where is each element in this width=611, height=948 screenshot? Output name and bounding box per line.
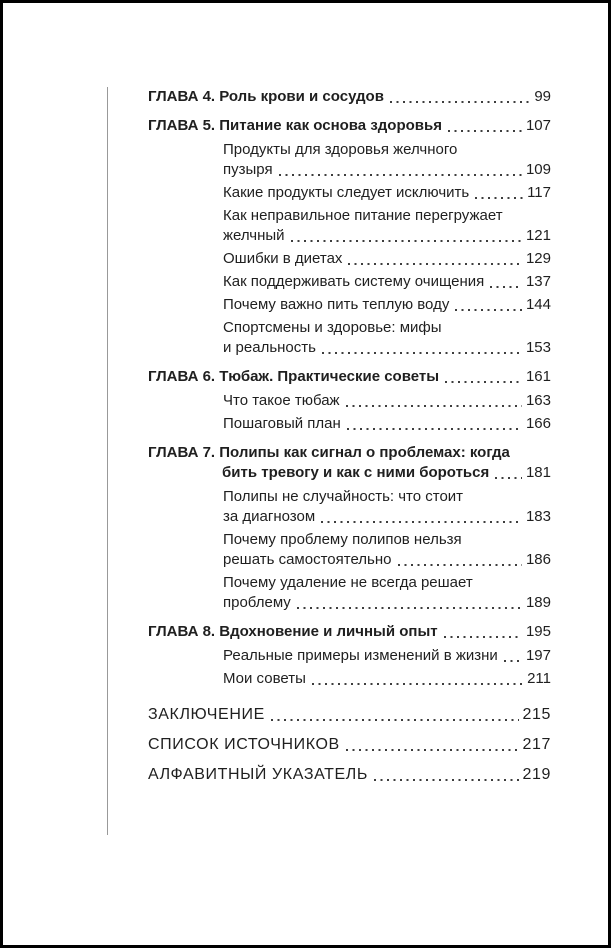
toc-entry-section xyxy=(148,573,551,613)
entry-page-number: 197 xyxy=(525,647,551,664)
toc-entry-section xyxy=(148,249,551,269)
entry-title: и реальность xyxy=(223,339,316,356)
toc-entry-section xyxy=(148,669,551,689)
dot-leader xyxy=(279,174,522,176)
entry-page-number: 121 xyxy=(525,227,551,244)
entry-title: Пошаговый план xyxy=(223,415,341,432)
entry-page-number: 107 xyxy=(525,117,551,134)
dot-leader xyxy=(348,263,522,265)
toc-entry-chapter xyxy=(148,116,551,136)
entry-title: Мои советы xyxy=(223,670,306,687)
dot-leader xyxy=(346,749,519,751)
dot-leader xyxy=(390,101,530,103)
entry-title: ГЛАВА 5. Питание как основа здоровья xyxy=(148,117,442,134)
entry-page-number: 99 xyxy=(534,88,551,105)
toc-entry-section xyxy=(148,206,551,246)
entry-title: ГЛАВА 8. Вдохновение и личный опыт xyxy=(148,623,438,640)
vertical-rule xyxy=(107,87,108,835)
entry-title: пузыря xyxy=(223,161,273,178)
toc-entry-section xyxy=(148,318,551,358)
dot-leader xyxy=(455,309,522,311)
dot-leader xyxy=(291,240,522,242)
toc-entry-backmatter xyxy=(148,705,551,725)
entry-page-number: 129 xyxy=(525,250,551,267)
entry-title: бить тревогу и как с ними бороться xyxy=(222,464,490,481)
toc-entry-section xyxy=(148,391,551,411)
entry-page-number: 215 xyxy=(522,706,551,723)
dot-leader xyxy=(444,636,522,638)
entry-title: Ошибки в диетах xyxy=(223,250,343,267)
dot-leader xyxy=(475,197,523,199)
entry-title: Как поддерживать систему очищения xyxy=(223,273,485,290)
entry-title: Какие продукты следует исключить xyxy=(223,184,470,201)
entry-title-line: Как неправильное питание перегружает xyxy=(223,207,503,224)
dot-leader xyxy=(271,719,519,721)
entry-title-line: Продукты для здоровья желчного xyxy=(223,141,458,158)
entry-page-number: 195 xyxy=(525,623,551,640)
dot-leader xyxy=(322,352,522,354)
toc-entry-section xyxy=(148,295,551,315)
dot-leader xyxy=(374,779,519,781)
dot-leader xyxy=(321,521,522,523)
toc-entry-chapter xyxy=(148,622,551,642)
dot-leader xyxy=(312,683,523,685)
toc-entry-section xyxy=(148,272,551,292)
entry-page-number: 137 xyxy=(525,273,551,290)
entry-title: решать самостоятельно xyxy=(223,551,392,568)
entry-page-number: 161 xyxy=(525,368,551,385)
toc-entry-chapter xyxy=(148,443,551,483)
entry-title: ЗАКЛЮЧЕНИЕ xyxy=(148,706,265,723)
entry-page-number: 211 xyxy=(527,670,551,687)
entry-page-number: 144 xyxy=(525,296,551,313)
dot-leader xyxy=(495,477,522,479)
toc-entry-section xyxy=(148,140,551,180)
entry-title: за диагнозом xyxy=(223,508,316,525)
entry-title-line: ГЛАВА 7. Полипы как сигнал о проблемах: когда xyxy=(148,444,510,461)
entry-title: Реальные примеры изменений в жизни xyxy=(223,647,498,664)
dot-leader xyxy=(346,405,522,407)
dot-leader xyxy=(448,130,522,132)
entry-page-number: 183 xyxy=(525,508,551,525)
entry-title: желчный xyxy=(223,227,285,244)
entry-page-number: 163 xyxy=(525,392,551,409)
dot-leader xyxy=(297,607,522,609)
toc-entry-backmatter xyxy=(148,735,551,755)
entry-page-number: 217 xyxy=(522,736,551,753)
entry-page-number: 181 xyxy=(525,464,551,481)
entry-page-number: 186 xyxy=(525,551,551,568)
entry-title: ГЛАВА 4. Роль крови и сосудов xyxy=(148,88,384,105)
entry-title: СПИСОК ИСТОЧНИКОВ xyxy=(148,736,340,753)
entry-title: проблему xyxy=(223,594,291,611)
toc-entry-chapter xyxy=(148,87,551,107)
toc-entry-chapter xyxy=(148,367,551,387)
entry-title-line: Полипы не случайность: что стоит xyxy=(223,488,464,505)
dot-leader xyxy=(504,660,522,662)
toc-entry-section xyxy=(148,530,551,570)
toc-entry-backmatter xyxy=(148,765,551,785)
toc-entry-section xyxy=(148,487,551,527)
table-of-contents xyxy=(148,87,551,788)
dot-leader xyxy=(445,381,522,383)
entry-page-number: 166 xyxy=(525,415,551,432)
dot-leader xyxy=(398,564,522,566)
toc-entry-section xyxy=(148,414,551,434)
entry-page-number: 109 xyxy=(525,161,551,178)
entry-title: АЛФАВИТНЫЙ УКАЗАТЕЛЬ xyxy=(148,766,368,783)
dot-leader xyxy=(490,286,522,288)
entry-page-number: 219 xyxy=(522,766,551,783)
dot-leader xyxy=(347,428,522,430)
entry-page-number: 117 xyxy=(527,184,551,201)
entry-title: Что такое тюбаж xyxy=(223,392,340,409)
entry-title-line: Спортсмены и здоровье: мифы xyxy=(223,319,442,336)
entry-page-number: 153 xyxy=(525,339,551,356)
entry-title-line: Почему проблему полипов нельзя xyxy=(223,531,462,548)
entry-title: ГЛАВА 6. Тюбаж. Практические советы xyxy=(148,368,440,385)
entry-title-line: Почему удаление не всегда решает xyxy=(223,574,473,591)
entry-title: Почему важно пить теплую воду xyxy=(223,296,450,313)
toc-entry-section xyxy=(148,646,551,666)
toc-entry-section xyxy=(148,183,551,203)
entry-page-number: 189 xyxy=(525,594,551,611)
